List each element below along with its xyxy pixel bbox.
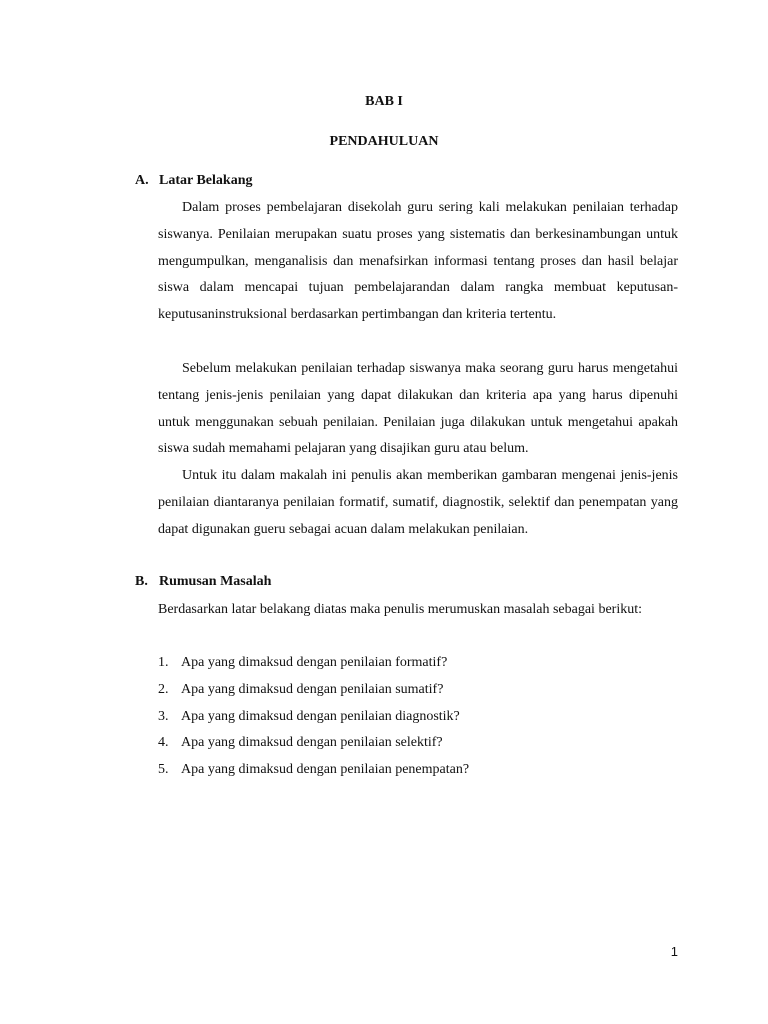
list-text: Apa yang dimaksud dengan penilaian diagnostik? [181,708,460,724]
question-list [158,650,469,784]
list-item [158,757,469,784]
section-heading-latar-belakang [135,173,252,189]
paragraph: Untuk itu dalam makalah ini penulis akan memberikan gambaran mengenai jenis-jenis penilaian diantaranya penilaian formatif, sumatif, diagnostik, selektif dan penempatan yang dapat digunakan gueru sebagai acuan dalam melakukan penilaian. [158,468,678,537]
section-title: Latar Belakang [159,173,253,188]
list-text: Apa yang dimaksud dengan penilaian sumatif? [181,681,444,697]
paragraph: Sebelum melakukan penilaian terhadap siswanya maka seorang guru harus mengetahui tentang jenis-jenis penilaian yang dapat dilakukan dan kriteria apa yang harus dipenuhi untuk menggunakan sebuah penilaian. Penilaian juga dilakukan untuk mengetahui apakah siswa sudah memahami pelajaran yang disajikan guru atau belum. [158,361,678,457]
list-text: Apa yang dimaksud dengan penilaian penempatan? [181,762,470,778]
section-heading-rumusan-masalah [135,574,271,590]
chapter-title: PENDAHULUAN [329,134,439,149]
paragraph: Berdasarkan latar belakang diatas maka penulis merumuskan masalah sebagai berikut: [158,602,642,617]
list-number: 1. [158,655,169,670]
list-number: 3. [158,708,169,724]
list-text: Apa yang dimaksud dengan penilaian formatif? [181,655,448,670]
list-item [158,730,469,757]
list-text: Apa yang dimaksud dengan penilaian selektif? [181,735,443,751]
section-title: Rumusan Masalah [159,574,272,589]
list-item [158,677,469,704]
list-number: 5. [158,762,169,778]
list-number: 4. [158,735,169,751]
list-number: 2. [158,681,169,697]
list-item [158,650,469,677]
chapter-label: BAB I [365,94,403,109]
list-item [158,704,469,731]
paragraph: Dalam proses pembelajaran disekolah guru sering kali melakukan penilaian terhadap siswanya. Penilaian merupakan suatu proses yang sistematis dan berkesinambungan untuk mengumpulkan, menganalisis dan menafsirkan informasi tentang proses dan hasil belajar siswa dalam mencapai tujuan pembelajarandan dalam rangka membuat keputusan-keputusaninstruksional berdasarkan pertimbangan dan kriteria tertentu. [158,200,678,323]
section-letter: B. [135,574,148,589]
page-number: 1 [670,944,678,959]
section-letter: A. [135,173,149,188]
